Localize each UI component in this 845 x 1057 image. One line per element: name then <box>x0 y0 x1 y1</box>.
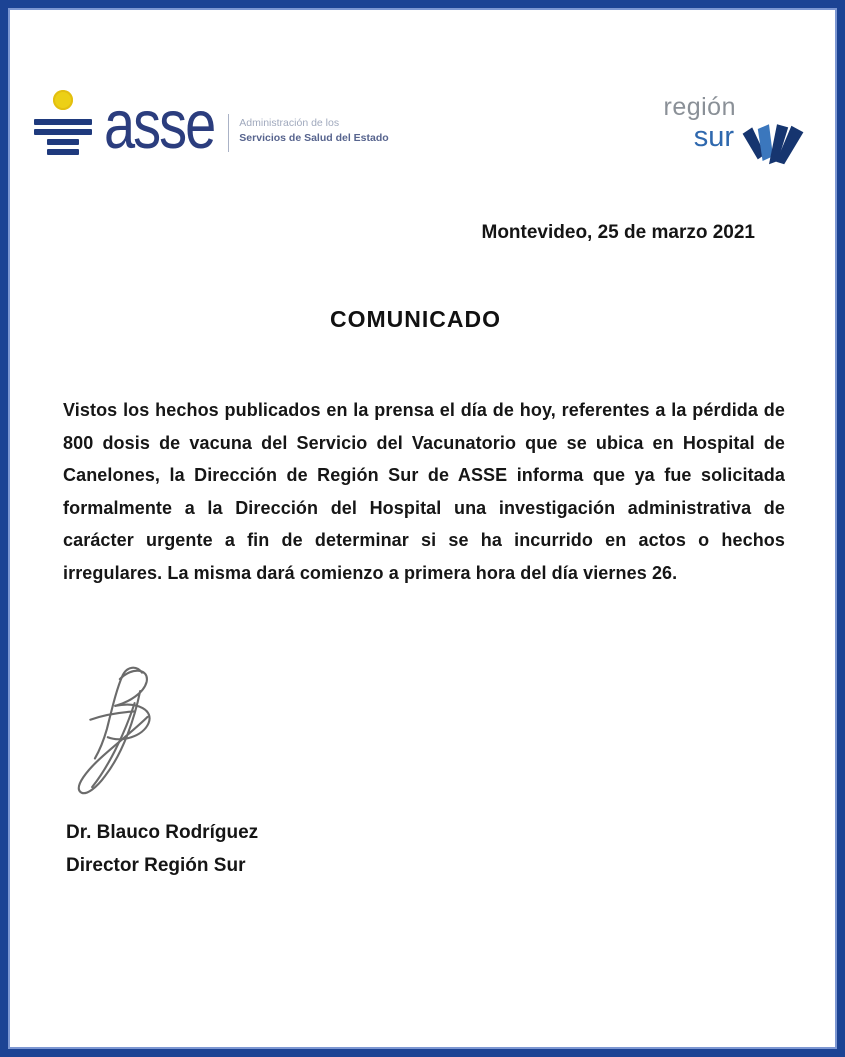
flag-stripe <box>47 139 79 145</box>
dateline: Montevideo, 25 de marzo 2021 <box>481 222 755 243</box>
body-line: 800 dosis de vacuna del Servicio del Vacunatorio que se ubica en Hospital de <box>63 432 785 453</box>
asse-wordmark: asse <box>104 85 215 163</box>
sun-icon <box>53 90 73 110</box>
asse-tagline <box>239 116 388 145</box>
sur-label: sur <box>693 121 734 153</box>
letter-page <box>8 8 837 1049</box>
body-line: formalmente a la Dirección del Hospital una investigación administrativa de <box>63 497 785 518</box>
signer-title: Director Región Sur <box>66 855 246 876</box>
region-sur-w-icon <box>741 118 805 172</box>
page-title: COMUNICADO <box>330 306 501 332</box>
body-line: irregulares. La misma dará comienzo a primera hora del día viernes 26. <box>63 562 678 583</box>
asse-logo <box>32 85 389 163</box>
signer-block <box>66 816 258 882</box>
flag-stripe <box>34 129 92 135</box>
body-line: Vistos los hechos publicados en la prensa el día de hoy, referentes a la pérdida de <box>63 400 785 420</box>
signer-name: Dr. Blauco Rodríguez <box>66 822 259 843</box>
body-line: carácter urgente a fin de determinar si se ha incurrido en actos o hechos <box>63 530 785 551</box>
body-paragraph <box>63 394 785 590</box>
flag-stripe <box>34 119 92 125</box>
asse-tagline-line2: Servicios de Salud del Estado <box>239 131 389 144</box>
asse-tagline-line1: Administración de los <box>239 117 340 129</box>
signature-image <box>70 658 190 798</box>
asse-flag-icon <box>32 90 94 155</box>
region-sur-logo <box>664 94 806 172</box>
region-label: región <box>663 93 736 121</box>
body-line: Canelones, la Dirección de Región Sur de ASSE informa que ya fue solicitada <box>63 465 785 486</box>
region-sur-label <box>664 94 737 152</box>
flag-stripe <box>47 149 79 155</box>
logo-divider <box>228 114 229 152</box>
